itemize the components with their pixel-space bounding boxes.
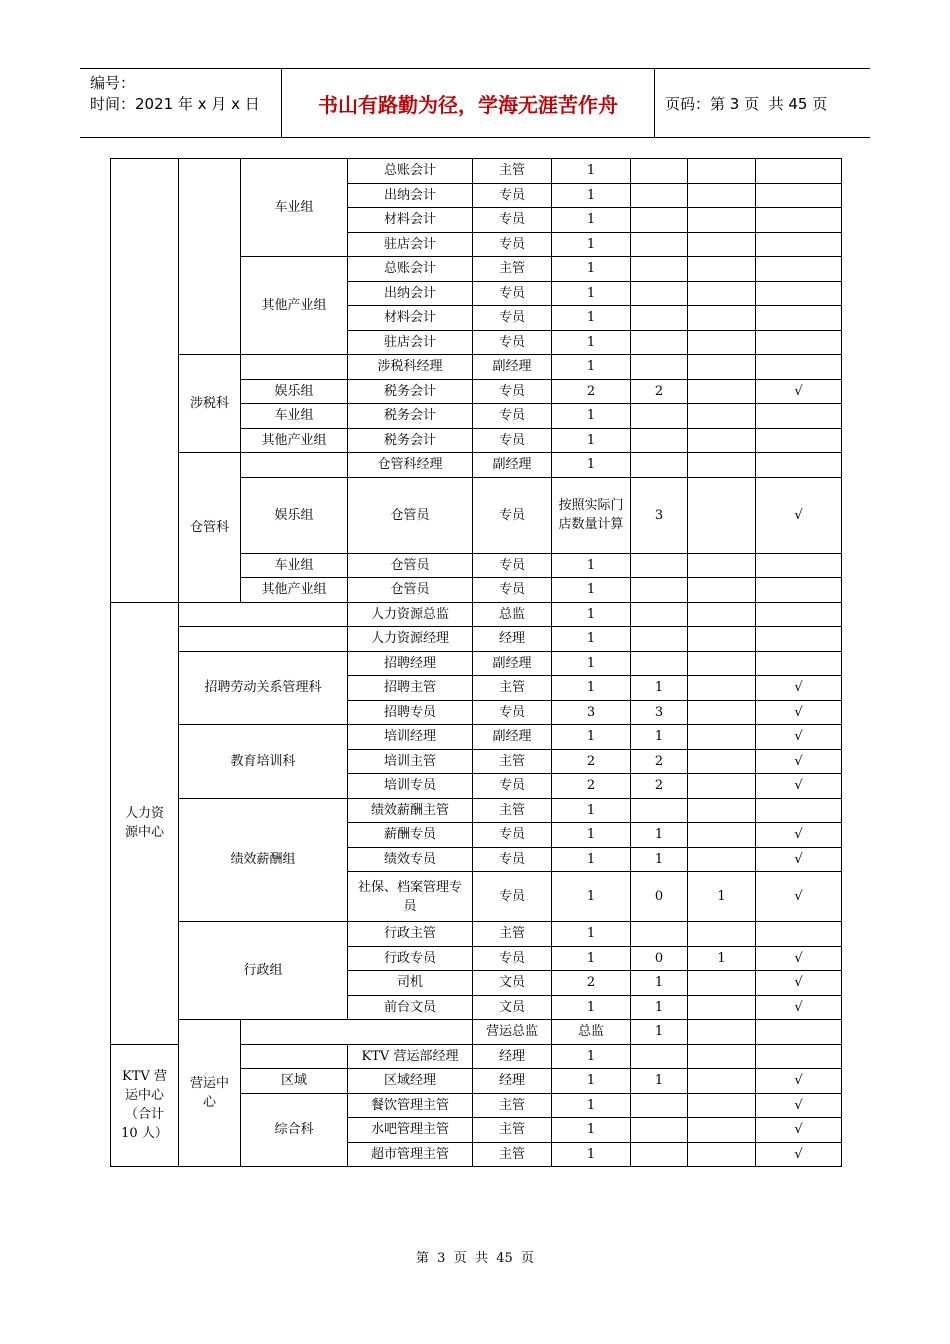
level-cell: 主管 <box>473 257 552 282</box>
doc-code: 编号： <box>90 74 136 92</box>
count-cell: 1 <box>552 823 631 848</box>
value-cell: 2 <box>631 774 688 799</box>
check-mark: √ <box>756 1118 842 1143</box>
value-cell <box>688 306 756 331</box>
section-perf: 绩效薪酬组 <box>179 798 348 922</box>
page-info-text: 页码：第 3 页 共 45 页 <box>665 94 828 113</box>
position-cell: 前台文员 <box>348 995 473 1020</box>
level-cell: 文员 <box>473 971 552 996</box>
mark-cell <box>756 651 842 676</box>
value-cell: 3 <box>631 700 688 725</box>
mark-cell <box>756 453 842 478</box>
value-cell <box>631 232 688 257</box>
mark-cell <box>756 281 842 306</box>
position-cell: 出纳会计 <box>348 183 473 208</box>
check-mark: √ <box>756 1069 842 1094</box>
check-mark: √ <box>756 1093 842 1118</box>
count-cell: 1 <box>552 355 631 380</box>
value-cell <box>631 627 688 652</box>
count-cell: 1 <box>552 1093 631 1118</box>
level-cell: 专员 <box>473 774 552 799</box>
value-cell <box>688 847 756 872</box>
count-cell: 1 <box>552 602 631 627</box>
count-cell: 1 <box>552 676 631 701</box>
check-mark: √ <box>756 477 842 553</box>
group-cell <box>241 1044 348 1069</box>
count-cell: 1 <box>552 208 631 233</box>
mark-cell <box>756 404 842 429</box>
group-cell <box>241 453 348 478</box>
count-cell: 2 <box>552 379 631 404</box>
org-staffing-table <box>110 158 842 1167</box>
level-cell: 专员 <box>473 428 552 453</box>
value-cell <box>688 651 756 676</box>
check-mark: √ <box>756 774 842 799</box>
value-cell <box>631 922 688 947</box>
table-row <box>111 1020 842 1045</box>
check-mark: √ <box>756 1142 842 1167</box>
level-cell: 副经理 <box>473 651 552 676</box>
doc-time: 时间：2021 年 x 月 x 日 <box>90 95 260 113</box>
level-cell: 主管 <box>473 922 552 947</box>
value-cell <box>631 428 688 453</box>
level-cell: 专员 <box>473 700 552 725</box>
check-mark: √ <box>756 995 842 1020</box>
dept-cell <box>111 159 179 603</box>
mark-cell <box>756 922 842 947</box>
value-cell: 1 <box>631 971 688 996</box>
value-cell <box>688 798 756 823</box>
area-cell: 区域 <box>241 1069 348 1094</box>
count-cell: 2 <box>552 971 631 996</box>
sub-dept-cell: 仓管科 <box>179 453 241 603</box>
value-cell <box>688 159 756 184</box>
value-cell <box>688 774 756 799</box>
page-header <box>80 68 870 138</box>
value-cell <box>688 208 756 233</box>
position-cell: 司机 <box>348 971 473 996</box>
level-cell: 专员 <box>473 553 552 578</box>
count-cell: 1 <box>552 847 631 872</box>
position-cell: 税务会计 <box>348 428 473 453</box>
check-mark: √ <box>756 676 842 701</box>
section-recruit: 招聘劳动关系管理科 <box>179 651 348 725</box>
position-cell: 招聘经理 <box>348 651 473 676</box>
value-cell: 0 <box>631 946 688 971</box>
position-cell: 总账会计 <box>348 257 473 282</box>
value-cell <box>688 404 756 429</box>
level-cell: 经理 <box>473 1069 552 1094</box>
position-cell: 绩效薪酬主管 <box>348 798 473 823</box>
value-cell <box>631 355 688 380</box>
count-cell: 1 <box>552 159 631 184</box>
position-cell: 仓管科经理 <box>348 453 473 478</box>
count-cell: 1 <box>552 404 631 429</box>
value-cell: 3 <box>631 477 688 553</box>
value-cell <box>688 428 756 453</box>
level-cell: 经理 <box>473 627 552 652</box>
position-cell: 超市管理主管 <box>348 1142 473 1167</box>
level-cell: 专员 <box>473 847 552 872</box>
value-cell: 1 <box>631 823 688 848</box>
position-cell: 材料会计 <box>348 208 473 233</box>
value-cell <box>688 922 756 947</box>
level-cell: 专员 <box>473 281 552 306</box>
value-cell <box>688 330 756 355</box>
level-cell: 专员 <box>473 404 552 429</box>
table-row <box>111 922 842 947</box>
mark-cell <box>756 1044 842 1069</box>
dept-cell-ops: 营运中心 <box>179 1020 241 1167</box>
count-cell: 1 <box>552 1118 631 1143</box>
position-cell: 水吧管理主管 <box>348 1118 473 1143</box>
value-cell: 2 <box>631 379 688 404</box>
header-motto: 书山有路勤为径，学海无涯苦作舟 <box>282 69 655 137</box>
general-cell: 综合科 <box>241 1093 348 1167</box>
table-row <box>111 725 842 750</box>
count-cell: 2 <box>552 749 631 774</box>
ktv-center-cell: KTV 营运中心（合计 10 人） <box>111 1044 179 1167</box>
value-cell <box>631 404 688 429</box>
position-cell: 人力资源经理 <box>348 627 473 652</box>
level-cell: 专员 <box>473 477 552 553</box>
value-cell <box>631 1118 688 1143</box>
value-cell <box>688 477 756 553</box>
page-footer <box>0 1247 950 1266</box>
mark-cell <box>756 627 842 652</box>
count-cell: 1 <box>552 651 631 676</box>
count-cell: 1 <box>552 281 631 306</box>
level-cell: 主管 <box>473 1142 552 1167</box>
position-cell: 总账会计 <box>348 159 473 184</box>
mark-cell <box>756 602 842 627</box>
value-cell <box>631 159 688 184</box>
position-cell: 培训专员 <box>348 774 473 799</box>
dept-cell-hr: 人力资源中心 <box>111 602 179 1044</box>
value-cell <box>688 995 756 1020</box>
position-cell: 税务会计 <box>348 404 473 429</box>
value-cell <box>688 281 756 306</box>
level-cell: 主管 <box>473 1118 552 1143</box>
value-cell <box>688 602 756 627</box>
check-mark: √ <box>756 872 842 922</box>
position-cell: 餐饮管理主管 <box>348 1093 473 1118</box>
level-cell: 副经理 <box>473 725 552 750</box>
value-cell <box>688 1020 756 1045</box>
section-admin: 行政组 <box>179 922 348 1020</box>
mark-cell <box>756 428 842 453</box>
table-row <box>111 798 842 823</box>
mark-cell <box>756 306 842 331</box>
value-cell: 1 <box>688 946 756 971</box>
group-cell <box>179 627 348 652</box>
table-row <box>111 355 842 380</box>
count-cell: 1 <box>552 578 631 603</box>
value-cell <box>688 1118 756 1143</box>
check-mark: √ <box>756 749 842 774</box>
position-cell: 税务会计 <box>348 379 473 404</box>
level-cell: 专员 <box>473 379 552 404</box>
count-cell: 1 <box>552 453 631 478</box>
position-cell: 驻店会计 <box>348 232 473 257</box>
level-cell: 副经理 <box>473 355 552 380</box>
count-cell: 1 <box>552 1044 631 1069</box>
table-row <box>111 627 842 652</box>
table-row <box>111 651 842 676</box>
position-cell: 出纳会计 <box>348 281 473 306</box>
group-cell: 娱乐组 <box>241 379 348 404</box>
value-cell <box>688 627 756 652</box>
value-cell <box>688 257 756 282</box>
check-mark: √ <box>756 700 842 725</box>
mark-cell <box>756 355 842 380</box>
count-cell: 2 <box>552 774 631 799</box>
count-cell: 3 <box>552 700 631 725</box>
count-cell: 1 <box>552 330 631 355</box>
check-mark: √ <box>756 946 842 971</box>
value-cell <box>688 553 756 578</box>
level-cell: 主管 <box>473 798 552 823</box>
group-cell: 其他产业组 <box>241 428 348 453</box>
level-cell: 文员 <box>473 995 552 1020</box>
level-cell: 专员 <box>473 183 552 208</box>
value-cell <box>756 1020 842 1045</box>
mark-cell <box>756 159 842 184</box>
level-cell: 主管 <box>473 749 552 774</box>
level-cell: 专员 <box>473 232 552 257</box>
position-cell: 绩效专员 <box>348 847 473 872</box>
level-cell: 总监 <box>552 1020 631 1045</box>
mark-cell <box>756 798 842 823</box>
position-cell: 培训经理 <box>348 725 473 750</box>
level-cell: 专员 <box>473 306 552 331</box>
position-cell: 仓管员 <box>348 477 473 553</box>
mark-cell <box>756 183 842 208</box>
header-meta <box>80 69 282 137</box>
count-cell: 1 <box>552 428 631 453</box>
count-cell: 1 <box>552 553 631 578</box>
value-cell <box>688 183 756 208</box>
value-cell <box>631 1044 688 1069</box>
table-row <box>111 602 842 627</box>
value-cell <box>688 700 756 725</box>
value-cell <box>631 651 688 676</box>
check-mark: √ <box>756 823 842 848</box>
position-cell: 培训主管 <box>348 749 473 774</box>
value-cell <box>688 1069 756 1094</box>
value-cell <box>688 355 756 380</box>
level-cell: 总监 <box>473 602 552 627</box>
count-cell: 1 <box>552 257 631 282</box>
value-cell <box>631 1093 688 1118</box>
value-cell <box>688 749 756 774</box>
position-cell: 涉税科经理 <box>348 355 473 380</box>
mark-cell <box>756 257 842 282</box>
position-cell: 招聘专员 <box>348 700 473 725</box>
count-cell: 1 <box>552 725 631 750</box>
value-cell <box>631 453 688 478</box>
value-cell <box>688 232 756 257</box>
value-cell: 1 <box>688 872 756 922</box>
position-cell: 招聘主管 <box>348 676 473 701</box>
group-cell: 其他产业组 <box>241 257 348 355</box>
value-cell <box>688 676 756 701</box>
count-cell: 1 <box>552 232 631 257</box>
section-training: 教育培训科 <box>179 725 348 799</box>
check-mark: √ <box>756 379 842 404</box>
position-cell: 区域经理 <box>348 1069 473 1094</box>
group-cell: 娱乐组 <box>241 477 348 553</box>
header-page-info <box>655 69 870 137</box>
check-mark: √ <box>756 971 842 996</box>
value-cell: 1 <box>631 725 688 750</box>
value-cell <box>631 578 688 603</box>
count-cell: 1 <box>552 627 631 652</box>
level-cell: 专员 <box>473 823 552 848</box>
mark-cell <box>756 208 842 233</box>
value-cell: 2 <box>631 749 688 774</box>
group-cell <box>241 355 348 380</box>
value-cell <box>688 578 756 603</box>
count-cell: 1 <box>631 1020 688 1045</box>
mark-cell <box>756 330 842 355</box>
count-cell: 1 <box>552 922 631 947</box>
value-cell <box>631 798 688 823</box>
position-cell: 行政主管 <box>348 922 473 947</box>
footer-page-number: 第 3 页 共 45 页 <box>415 1251 535 1266</box>
sub-dept-cell: 涉税科 <box>179 355 241 453</box>
count-cell: 按照实际门店数量计算 <box>552 477 631 553</box>
table-row <box>111 453 842 478</box>
position-cell: 薪酬专员 <box>348 823 473 848</box>
value-cell <box>631 208 688 233</box>
value-cell: 1 <box>631 847 688 872</box>
level-cell: 经理 <box>473 1044 552 1069</box>
value-cell: 1 <box>631 676 688 701</box>
level-cell: 主管 <box>473 159 552 184</box>
value-cell <box>688 725 756 750</box>
sub-dept-cell <box>179 159 241 355</box>
value-cell <box>688 1142 756 1167</box>
count-cell: 1 <box>552 1142 631 1167</box>
count-cell: 1 <box>552 872 631 922</box>
position-cell: 驻店会计 <box>348 330 473 355</box>
value-cell <box>631 1142 688 1167</box>
mark-cell <box>756 553 842 578</box>
value-cell: 1 <box>631 1069 688 1094</box>
position-cell: KTV 营运部经理 <box>348 1044 473 1069</box>
count-cell: 1 <box>552 1069 631 1094</box>
count-cell: 1 <box>552 306 631 331</box>
group-cell: 其他产业组 <box>241 578 348 603</box>
value-cell <box>631 257 688 282</box>
value-cell <box>688 379 756 404</box>
value-cell <box>631 553 688 578</box>
level-cell: 专员 <box>473 946 552 971</box>
count-cell: 1 <box>552 995 631 1020</box>
value-cell <box>688 823 756 848</box>
position-cell: 行政专员 <box>348 946 473 971</box>
value-cell <box>688 971 756 996</box>
value-cell: 0 <box>631 872 688 922</box>
level-cell: 副经理 <box>473 453 552 478</box>
table-row <box>111 159 842 184</box>
level-cell: 主管 <box>473 1093 552 1118</box>
position-cell: 材料会计 <box>348 306 473 331</box>
value-cell <box>688 453 756 478</box>
position-cell: 社保、档案管理专员 <box>348 872 473 922</box>
group-cell: 车业组 <box>241 404 348 429</box>
count-cell: 1 <box>552 946 631 971</box>
count-cell: 1 <box>552 183 631 208</box>
group-cell <box>241 1020 473 1045</box>
level-cell: 专员 <box>473 872 552 922</box>
group-cell <box>179 602 348 627</box>
mark-cell <box>756 232 842 257</box>
level-cell: 专员 <box>473 208 552 233</box>
count-cell: 1 <box>552 798 631 823</box>
group-cell: 车业组 <box>241 553 348 578</box>
value-cell <box>631 602 688 627</box>
check-mark: √ <box>756 847 842 872</box>
value-cell <box>688 1044 756 1069</box>
value-cell <box>631 281 688 306</box>
position-cell: 仓管员 <box>348 553 473 578</box>
value-cell <box>631 183 688 208</box>
level-cell: 专员 <box>473 578 552 603</box>
position-cell: 人力资源总监 <box>348 602 473 627</box>
value-cell: 1 <box>631 995 688 1020</box>
position-cell: 仓管员 <box>348 578 473 603</box>
check-mark: √ <box>756 725 842 750</box>
level-cell: 主管 <box>473 676 552 701</box>
value-cell <box>631 330 688 355</box>
position-cell: 营运总监 <box>473 1020 552 1045</box>
mark-cell <box>756 578 842 603</box>
value-cell <box>631 306 688 331</box>
level-cell: 专员 <box>473 330 552 355</box>
value-cell <box>688 1093 756 1118</box>
group-cell: 车业组 <box>241 159 348 257</box>
